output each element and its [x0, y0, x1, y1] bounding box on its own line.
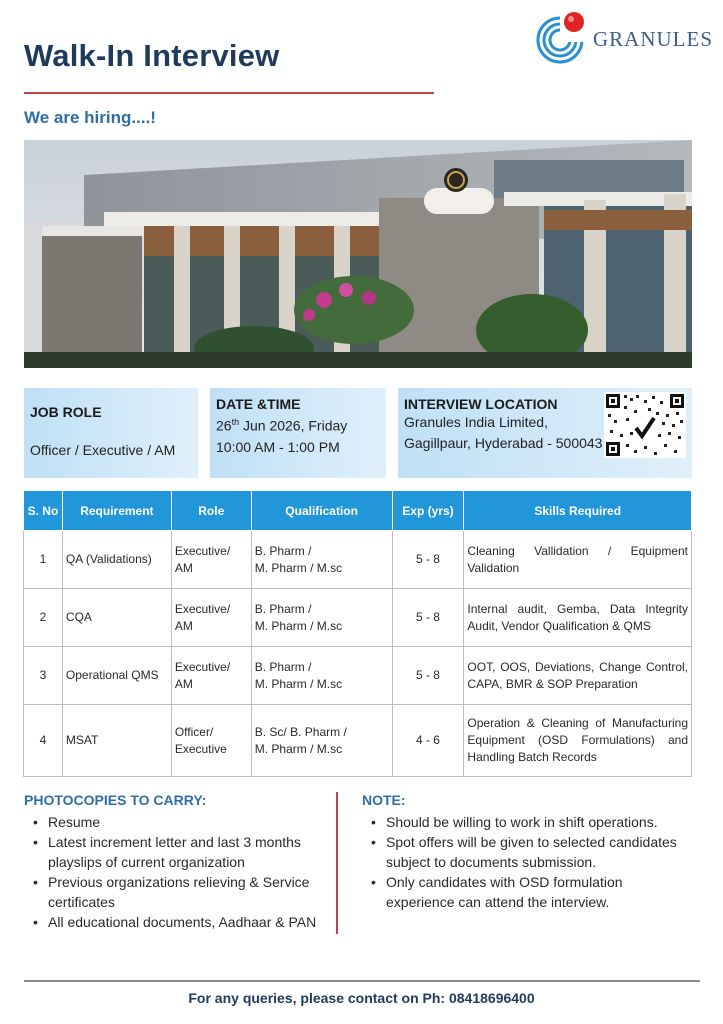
hiring-subtitle: We are hiring....!	[24, 108, 156, 127]
title-underline	[24, 92, 434, 94]
cell-sno: 4	[24, 705, 63, 777]
table-row	[24, 531, 692, 589]
cell-skills: Cleaning Vallidation / Equipment Validation	[464, 531, 692, 589]
photocopies-section	[24, 792, 324, 932]
cell-qualification: B. Pharm / M. Pharm / M.sc	[251, 589, 392, 647]
list-item: • Latest increment letter and last 3 months playslips of current organization	[24, 832, 324, 872]
table-row	[24, 647, 692, 705]
footer-rule	[24, 980, 700, 982]
cell-requirement: MSAT	[62, 705, 171, 777]
note-list	[362, 812, 692, 912]
list-item: • Resume	[24, 812, 324, 832]
cell-skills: OOT, OOS, Deviations, Change Control, CAPA, BMR & SOP Preparation	[464, 647, 692, 705]
section-divider	[336, 792, 338, 934]
cell-qualification: B. Pharm / M. Pharm / M.sc	[251, 647, 392, 705]
job-role-heading: JOB ROLE	[30, 404, 102, 420]
cell-role: Executive/ AM	[171, 531, 251, 589]
col-header-exp: Exp (yrs)	[392, 491, 464, 531]
requirements-table	[23, 490, 692, 777]
cell-qualification: B. Sc/ B. Pharm / M. Pharm / M.sc	[251, 705, 392, 777]
cell-role: Executive/ AM	[171, 589, 251, 647]
date-time-box	[210, 388, 386, 478]
location-line-2: Gagillpaur, Hyderabad - 500043	[404, 435, 603, 451]
table-row	[24, 589, 692, 647]
logo-wordmark: GRANULES	[593, 27, 714, 51]
col-header-qualification: Qualification	[251, 491, 392, 531]
photocopies-list	[24, 812, 324, 932]
cell-exp: 5 - 8	[392, 647, 464, 705]
cell-exp: 5 - 8	[392, 589, 464, 647]
facility-photo	[24, 140, 692, 368]
interview-time: 10:00 AM - 1:00 PM	[216, 438, 340, 455]
interview-location-box	[398, 388, 692, 478]
cell-skills: Internal audit, Gemba, Data Integrity Audit, Vendor Qualification & QMS	[464, 589, 692, 647]
cell-requirement: CQA	[62, 589, 171, 647]
table-header-row	[24, 491, 692, 531]
col-header-role: Role	[171, 491, 251, 531]
location-line-1: Granules India Limited,	[404, 414, 548, 430]
col-header-requirement: Requirement	[62, 491, 171, 531]
qr-code-icon[interactable]	[604, 392, 686, 458]
cell-role: Officer/ Executive	[171, 705, 251, 777]
cell-skills: Operation & Cleaning of Manufacturing Equipment (OSD Formulations) and Handling Batch Records	[464, 705, 692, 777]
contact-footer: For any queries, please contact on Ph: 08418696400	[188, 990, 535, 1006]
cell-role: Executive/ AM	[171, 647, 251, 705]
col-header-skills: Skills Required	[464, 491, 692, 531]
list-item: • Only candidates with OSD formulation experience can attend the interview.	[362, 872, 692, 912]
list-item: • Should be willing to work in shift operations.	[362, 812, 692, 832]
list-item: • Spot offers will be given to selected candidates subject to documents submission.	[362, 832, 692, 872]
cell-exp: 5 - 8	[392, 531, 464, 589]
note-section	[362, 792, 692, 912]
interview-date: 26th Jun 2026, Friday	[216, 417, 348, 434]
photocopies-heading: PHOTOCOPIES TO CARRY:	[24, 792, 207, 808]
cell-sno: 3	[24, 647, 63, 705]
list-item: • All educational documents, Aadhaar & PAN	[24, 912, 324, 932]
location-heading: INTERVIEW LOCATION	[404, 396, 558, 412]
note-heading: NOTE:	[362, 792, 406, 808]
job-role-box	[24, 388, 198, 478]
granules-logo	[536, 8, 712, 66]
date-time-heading: DATE &TIME	[216, 396, 301, 412]
page-title: Walk-In Interview	[24, 38, 280, 73]
job-role-value: Officer / Executive / AM	[30, 442, 176, 458]
cell-requirement: QA (Validations)	[62, 531, 171, 589]
cell-sno: 1	[24, 531, 63, 589]
cell-exp: 4 - 6	[392, 705, 464, 777]
cell-qualification: B. Pharm / M. Pharm / M.sc	[251, 531, 392, 589]
cell-sno: 2	[24, 589, 63, 647]
cell-requirement: Operational QMS	[62, 647, 171, 705]
list-item: • Previous organizations relieving & Service certificates	[24, 872, 324, 912]
table-row	[24, 705, 692, 777]
logo-swirl-icon	[536, 8, 594, 66]
col-header-sno: S. No	[24, 491, 63, 531]
